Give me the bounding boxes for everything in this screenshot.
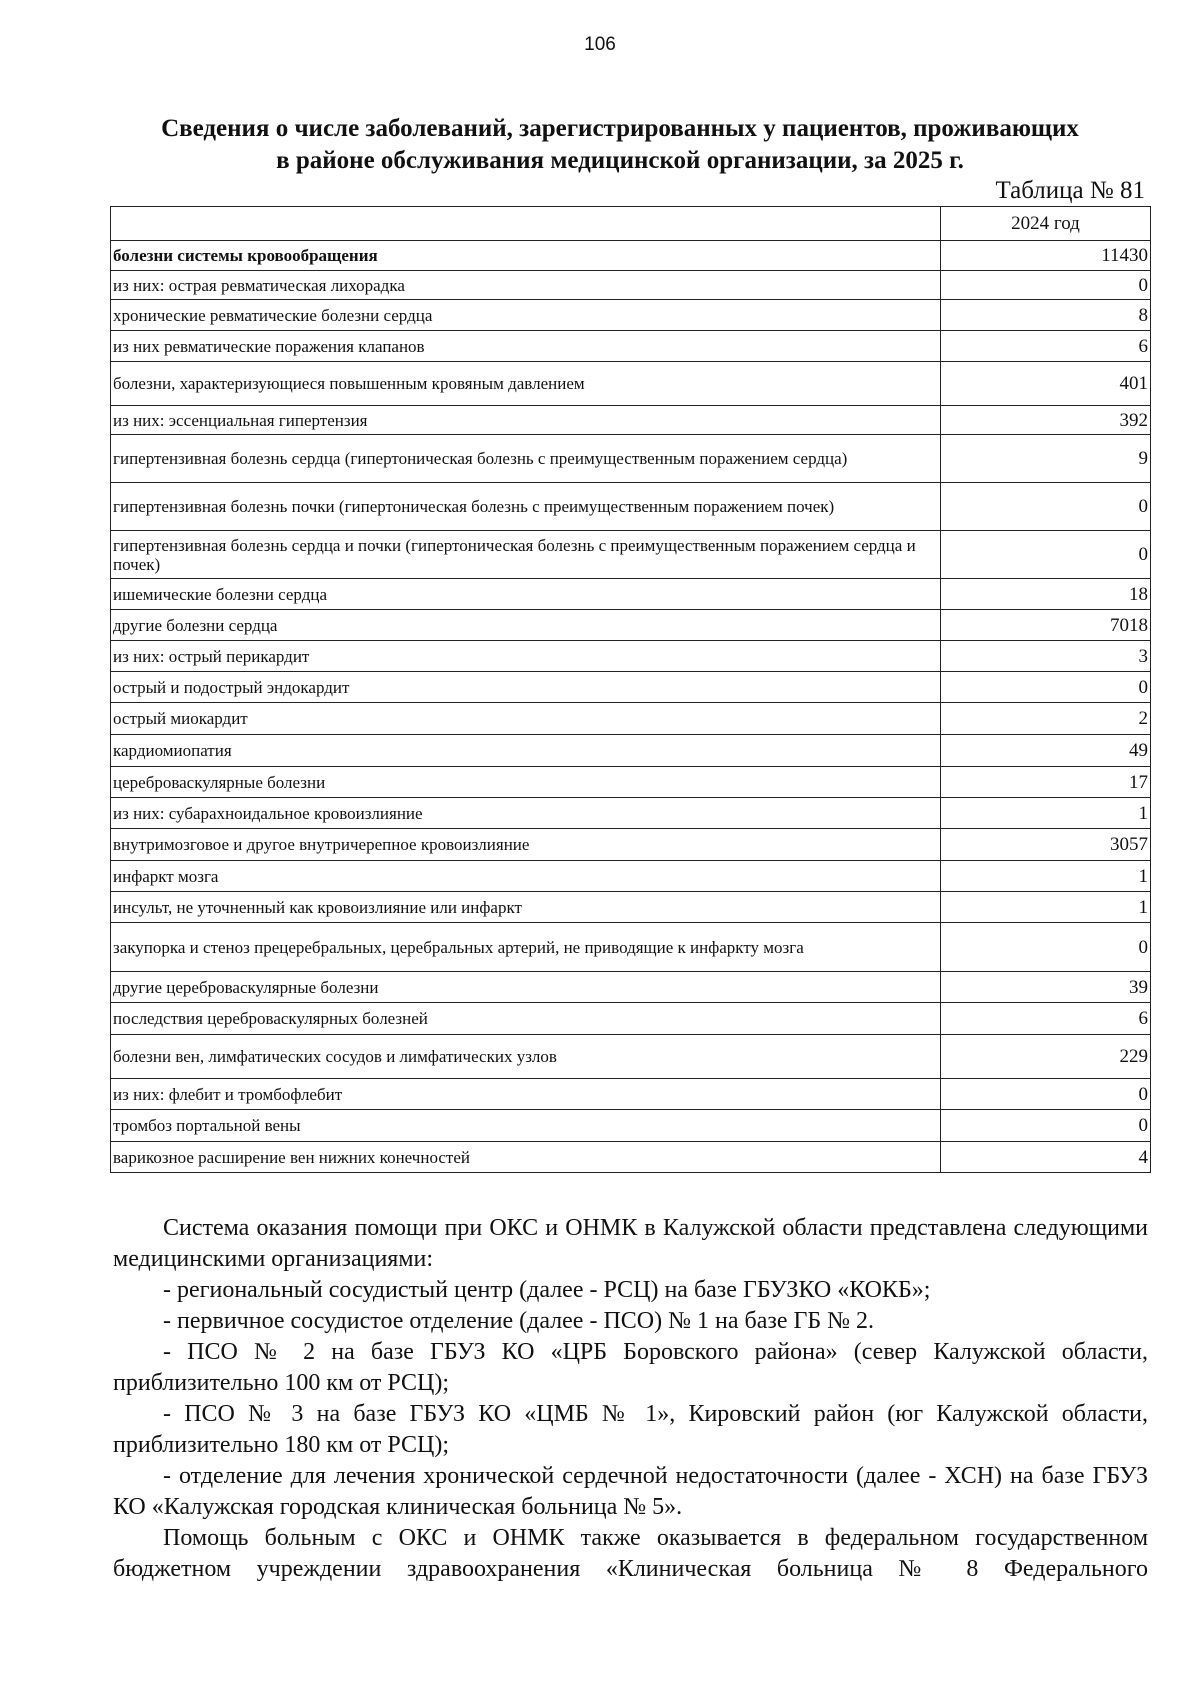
table-row xyxy=(111,406,1151,435)
list-item: - региональный сосудистый центр (далее - РСЦ) на базе ГБУЗКО «КОКБ»; xyxy=(163,1277,931,1303)
table-row xyxy=(111,923,1151,972)
list-item: - первичное сосудистое отделение (далее - ПСО) № 1 на базе ГБ № 2. xyxy=(163,1308,875,1334)
table-row xyxy=(111,798,1151,829)
list-item: - ПСО № 3 на базе ГБУЗ КО «ЦМБ № 1», Кировский район (юг Калужской области, приблизительно 180 км от РСЦ); xyxy=(113,1401,1148,1458)
page-number: 106 xyxy=(584,34,616,55)
row-value: 2 xyxy=(941,703,1151,735)
list-item: - ПСО № 2 на базе ГБУЗ КО «ЦРБ Боровского района» (север Калужской области, приблизительно 100 км от РСЦ); xyxy=(113,1339,1148,1396)
row-value: 392 xyxy=(941,406,1151,435)
table-row xyxy=(111,331,1151,362)
table-row xyxy=(111,703,1151,735)
row-value: 39 xyxy=(941,972,1151,1003)
header-year-cell: 2024 год xyxy=(941,207,1151,241)
row-name: хронические ревматические болезни сердца xyxy=(111,300,941,331)
table-row xyxy=(111,767,1151,798)
row-name: болезни системы кровообращения xyxy=(111,241,941,271)
row-name: из них: субарахноидальное кровоизлияние xyxy=(111,798,941,829)
row-name: закупорка и стеноз прецеребральных, церебральных артерий, не приводящие к инфаркту мозга xyxy=(111,923,941,972)
row-value: 0 xyxy=(941,923,1151,972)
row-name: цереброваскулярные болезни xyxy=(111,767,941,798)
row-name: из них: острый перикардит xyxy=(111,641,941,672)
row-name: другие цереброваскулярные болезни xyxy=(111,972,941,1003)
row-name: последствия цереброваскулярных болезней xyxy=(111,1003,941,1035)
table-row xyxy=(111,362,1151,406)
row-name: тромбоз портальной вены xyxy=(111,1110,941,1142)
row-name: гипертензивная болезнь сердца (гипертоническая болезнь с преимущественным поражением сердца) xyxy=(111,435,941,483)
row-value: 11430 xyxy=(941,241,1151,271)
table-row xyxy=(111,1142,1151,1173)
table-caption: Таблица № 81 xyxy=(995,177,1145,204)
row-value: 401 xyxy=(941,362,1151,406)
table-row xyxy=(111,1110,1151,1142)
table-row xyxy=(111,861,1151,892)
row-value: 229 xyxy=(941,1035,1151,1079)
row-value: 7018 xyxy=(941,610,1151,641)
paragraph: Помощь больным с ОКС и ОНМК также оказывается в федеральном государственном бюджетном учреждении здравоохранения «Клиническая больница № 8 Федерального xyxy=(113,1525,1148,1582)
table-row xyxy=(111,1003,1151,1035)
row-name: острый и подострый эндокардит xyxy=(111,672,941,703)
row-name: из них: эссенциальная гипертензия xyxy=(111,406,941,435)
row-name: инфаркт мозга xyxy=(111,861,941,892)
row-value: 8 xyxy=(941,300,1151,331)
table-row xyxy=(111,610,1151,641)
row-value: 49 xyxy=(941,735,1151,767)
document-title xyxy=(110,113,1130,177)
row-value: 1 xyxy=(941,892,1151,923)
table-row xyxy=(111,241,1151,271)
table-row xyxy=(111,892,1151,923)
row-name: другие болезни сердца xyxy=(111,610,941,641)
table-row xyxy=(111,1035,1151,1079)
row-value: 0 xyxy=(941,672,1151,703)
row-value: 1 xyxy=(941,861,1151,892)
row-value: 3057 xyxy=(941,829,1151,861)
row-name: острый миокардит xyxy=(111,703,941,735)
row-value: 6 xyxy=(941,1003,1151,1035)
row-value: 0 xyxy=(941,271,1151,300)
row-value: 0 xyxy=(941,483,1151,531)
row-name: гипертензивная болезнь почки (гипертоническая болезнь с преимущественным поражением почек) xyxy=(111,483,941,531)
row-value: 6 xyxy=(941,331,1151,362)
row-value: 18 xyxy=(941,579,1151,610)
row-name: болезни вен, лимфатических сосудов и лимфатических узлов xyxy=(111,1035,941,1079)
row-name: ишемические болезни сердца xyxy=(111,579,941,610)
body-text xyxy=(113,1213,1148,1585)
row-name: варикозное расширение вен нижних конечностей xyxy=(111,1142,941,1173)
table-row xyxy=(111,531,1151,579)
paragraph: Система оказания помощи при ОКС и ОНМК в Калужской области представлена следующими медицинскими организациями: xyxy=(113,1215,1148,1272)
table-row xyxy=(111,672,1151,703)
row-name: внутримозговое и другое внутричерепное кровоизлияние xyxy=(111,829,941,861)
row-name: из них: флебит и тромбофлебит xyxy=(111,1079,941,1110)
row-name: болезни, характеризующиеся повышенным кровяным давлением xyxy=(111,362,941,406)
table-row xyxy=(111,972,1151,1003)
row-value: 0 xyxy=(941,531,1151,579)
table-row xyxy=(111,641,1151,672)
row-value: 17 xyxy=(941,767,1151,798)
table-row xyxy=(111,829,1151,861)
table-row xyxy=(111,735,1151,767)
table-row xyxy=(111,1079,1151,1110)
table-row xyxy=(111,271,1151,300)
row-value: 0 xyxy=(941,1079,1151,1110)
header-name-cell xyxy=(111,207,941,241)
title-line-2: в районе обслуживания медицинской организации, за 2025 г. xyxy=(276,147,964,174)
row-name: из них ревматические поражения клапанов xyxy=(111,331,941,362)
title-line-1: Сведения о числе заболеваний, зарегистрированных у пациентов, проживающих xyxy=(161,115,1079,142)
row-name: гипертензивная болезнь сердца и почки (гипертоническая болезнь с преимущественным поражением сердца и почек) xyxy=(111,531,941,579)
row-value: 3 xyxy=(941,641,1151,672)
row-value: 9 xyxy=(941,435,1151,483)
row-value: 1 xyxy=(941,798,1151,829)
list-item: - отделение для лечения хронической сердечной недостаточности (далее - ХСН) на базе ГБУЗ КО «Калужская городская клиническая больница № 5». xyxy=(113,1463,1148,1520)
row-name: из них: острая ревматическая лихорадка xyxy=(111,271,941,300)
table-row xyxy=(111,579,1151,610)
row-value: 0 xyxy=(941,1110,1151,1142)
row-name: кардиомиопатия xyxy=(111,735,941,767)
row-name: инсульт, не уточненный как кровоизлияние или инфаркт xyxy=(111,892,941,923)
table-row xyxy=(111,435,1151,483)
disease-table xyxy=(110,206,1151,1173)
table-row xyxy=(111,300,1151,331)
table-header-row xyxy=(111,207,1151,241)
row-value: 4 xyxy=(941,1142,1151,1173)
table-row xyxy=(111,483,1151,531)
